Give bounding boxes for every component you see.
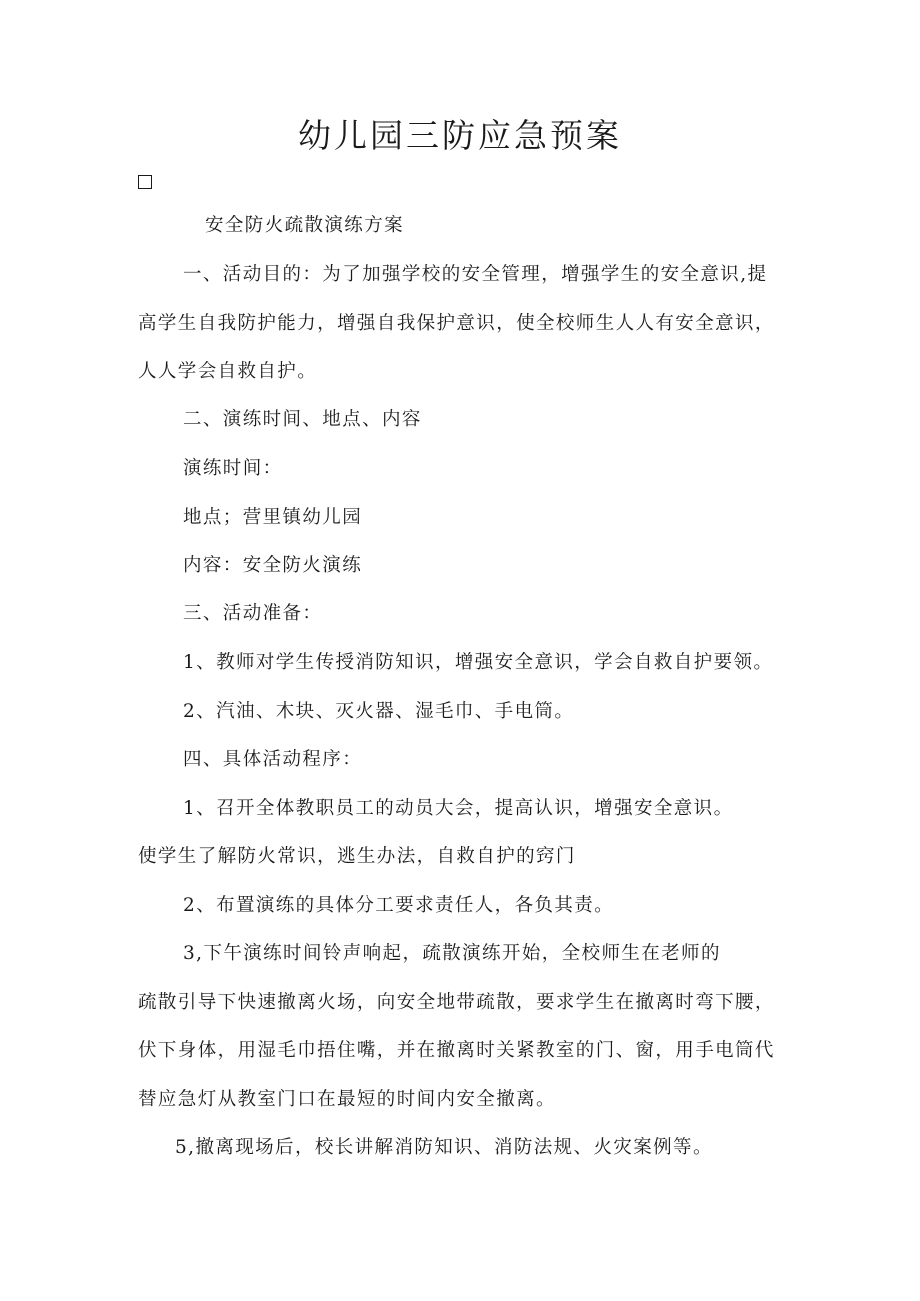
paragraph-line: 使学生了解防火常识，逃生办法，自救自护的窍门 <box>138 846 576 867</box>
document-title: 幼儿园三防应急预案 <box>298 116 622 155</box>
paragraph-line: 3,下午演练时间铃声响起，疏散演练开始，全校师生在老师的 <box>183 943 721 964</box>
paragraph-line: 1、教师对学生传授消防知识，增强安全意识，学会自救自护要领。 <box>183 652 774 673</box>
paragraph-line: 内容：安全防火演练 <box>183 555 363 576</box>
paragraph-line: 5,撤离现场后，校长讲解消防知识、消防法规、火灾案例等。 <box>175 1137 713 1158</box>
document-subtitle: 安全防火疏散演练方案 <box>205 215 405 236</box>
paragraph-line: 地点；营里镇幼儿园 <box>183 507 363 528</box>
paragraph-line: 1、召开全体教职员工的动员大会，提高认识，增强安全意识。 <box>183 798 734 819</box>
section-heading: 三、活动准备： <box>183 603 323 624</box>
section-heading: 二、演练时间、地点、内容 <box>183 409 422 430</box>
paragraph-line: 替应急灯从教室门口在最短的时间内安全撤离。 <box>138 1089 556 1110</box>
paragraph-line: 高学生自我防护能力，增强自我保护意识，使全校师生人人有安全意识， <box>138 313 775 334</box>
paragraph-line: 2、布置演练的具体分工要求责任人，各负其责。 <box>183 895 615 916</box>
paragraph-line: 疏散引导下快速撤离火场，向安全地带疏散，要求学生在撤离时弯下腰， <box>138 992 775 1013</box>
checkbox-icon <box>138 175 152 189</box>
paragraph-line: 人人学会自救自护。 <box>138 361 318 382</box>
paragraph-line: 一、活动目的：为了加强学校的安全管理，增强学生的安全意识,提 <box>183 264 768 285</box>
section-heading: 四、具体活动程序： <box>183 749 363 770</box>
paragraph-line: 伏下身体，用湿毛巾捂住嘴，并在撤离时关紧教室的门、窗，用手电筒代 <box>138 1040 775 1061</box>
paragraph-line: 2、汽油、木块、灭火器、湿毛巾、手电筒。 <box>183 701 575 722</box>
paragraph-line: 演练时间： <box>183 458 283 479</box>
